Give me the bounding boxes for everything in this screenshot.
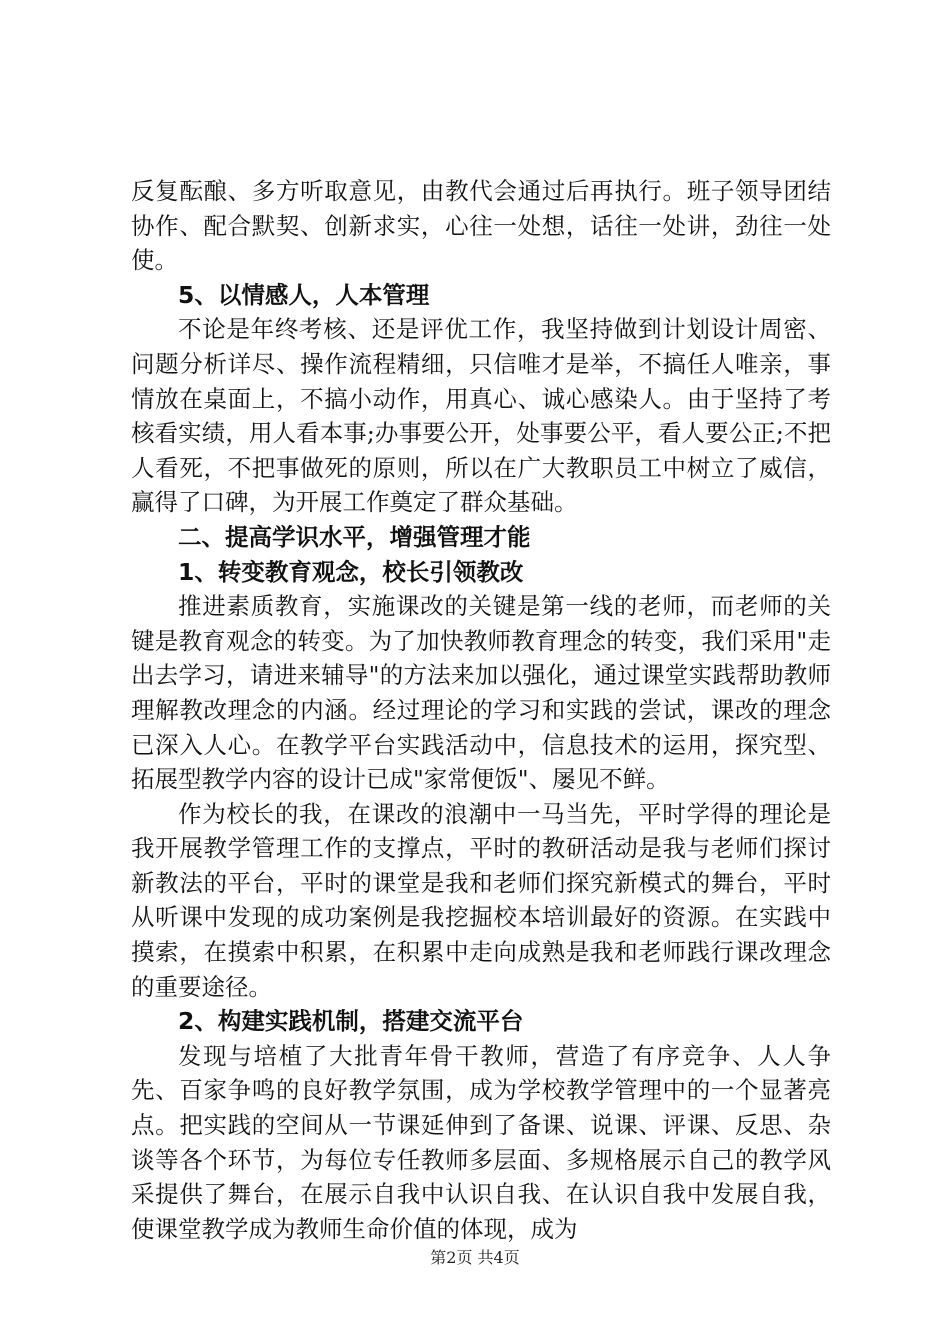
page-number-footer: 第2页 共4页 — [430, 1248, 520, 1267]
subsection-heading-1: 1、转变教育观念，校长引领教改 — [178, 557, 524, 586]
section-heading-2: 二、提高学识水平，增强管理才能 — [178, 522, 531, 551]
paragraph: 发现与培植了大批青年骨干教师，营造了有序竞争、人人争先、百家争鸣的良好教学氛围，成为学校教学管理中的一个显著亮点。把实践的空间从一节课延伸到了备课、说课、评课、反思、杂谈等各个环节，为每位专任教师多层面、多规格展示自己的教学风采提供了舞台，在展示自我中认识自我、在认识自我中发展自我，使课堂教学成为教师生命价值的体现，成为 — [131, 1041, 831, 1243]
paragraph: 推进素质教育，实施课改的关键是第一线的老师，而老师的关键是教育观念的转变。为了加快教师教育理念的转变，我们采用"走出去学习，请进来辅导"的方法来加以强化，通过课堂实践帮助教师理解教改理念的内涵。经过理论的学习和实践的尝试，课改的理念已深入人心。在教学平台实践活动中，信息技术的运用，探究型、拓展型教学内容的设计已成"家常便饭"、屡见不鲜。 — [131, 592, 831, 794]
subsection-heading-2: 2、构建实践机制，搭建交流平台 — [178, 1007, 524, 1036]
document-body — [131, 174, 831, 1246]
section-heading-5: 5、以情感人，人本管理 — [178, 280, 430, 309]
paragraph: 作为校长的我，在课改的浪潮中一马当先，平时学得的理论是我开展教学管理工作的支撑点，平时的教研活动是我与老师们探讨新教法的平台，平时的课堂是我和老师们探究新模式的舞台，平时从听课中发现的成功案例是我挖掘校本培训最好的资源。在实践中摸索，在摸索中积累，在积累中走向成熟是我和老师践行课改理念的重要途径。 — [131, 799, 831, 1001]
paragraph: 不论是年终考核、还是评优工作，我坚持做到计划设计周密、问题分析详尽、操作流程精细，只信唯才是举，不搞任人唯亲，事情放在桌面上，不搞小动作，用真心、诚心感染人。由于坚持了考核看实绩，用人看本事;办事要公开，处事要公平，看人要公正;不把人看死，不把事做死的原则，所以在广大教职员工中树立了威信，赢得了口碑，为开展工作奠定了群众基础。 — [131, 315, 831, 517]
paragraph-continuation: 反复酝酿、多方听取意见，由教代会通过后再执行。班子领导团结协作、配合默契、创新求实，心往一处想，话往一处讲，劲往一处使。 — [131, 177, 831, 275]
